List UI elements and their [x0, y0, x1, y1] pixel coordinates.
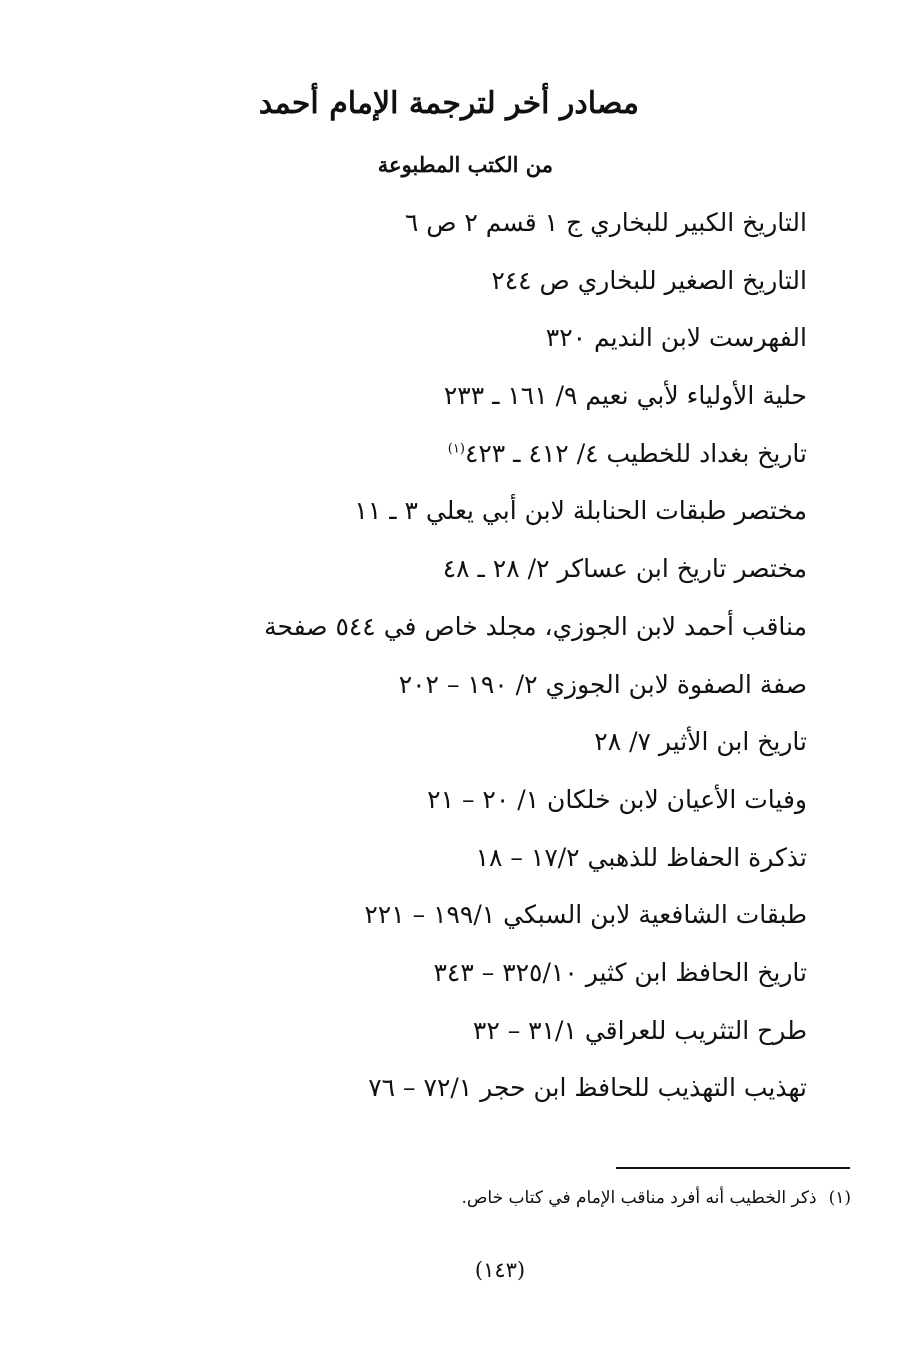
section-subheading: من الكتب المطبوعة [377, 152, 553, 177]
source-entry [107, 431, 807, 489]
source-entry [107, 777, 807, 835]
page-number: (١٤٣) [474, 1258, 526, 1282]
source-entry [107, 488, 807, 546]
source-entry-text: صفة الصفوة لابن الجوزي ٢/ ١٩٠ – ٢٠٢ [398, 669, 807, 699]
source-entry [107, 258, 807, 316]
source-entry-text: حلية الأولياء لأبي نعيم ٩/ ١٦١ ـ ٢٣٣ [443, 381, 807, 411]
page-heading: مصادر أخر لترجمة الإمام أحمد [258, 86, 639, 121]
source-entry [107, 373, 807, 431]
source-entry [107, 200, 807, 258]
source-entry-text: تاريخ بغداد للخطيب ٤/ ٤١٢ ـ ٤٢٣ [464, 438, 807, 468]
source-entry [107, 315, 807, 373]
source-entry [107, 719, 807, 777]
footnote-text: ذكر الخطيب أنه أفرد مناقب الإمام في كتاب خاص. [461, 1188, 817, 1208]
footnote-reference: (١) [447, 441, 465, 457]
source-entry [107, 1008, 807, 1066]
source-entry-text: الفهرست لابن النديم ٣٢٠ [545, 323, 807, 353]
source-entry-text: مختصر طبقات الحنابلة لابن أبي يعلي ٣ ـ ١١ [354, 496, 807, 526]
source-entry-text: مناقب أحمد لابن الجوزي، مجلد خاص في ٥٤٤ صفحة [264, 611, 807, 641]
source-entry [107, 1065, 807, 1123]
source-entry-text: طرح التثريب للعراقي ٣١/١ – ٣٢ [472, 1015, 807, 1045]
source-entry [107, 835, 807, 893]
footnote [461, 1188, 851, 1208]
source-entry-text: وفيات الأعيان لابن خلكان ١/ ٢٠ – ٢١ [427, 784, 807, 814]
source-entry-text: تاريخ الحافظ ابن كثير ٣٢٥/١٠ – ٣٤٣ [433, 957, 807, 987]
source-entry-text: تهذيب التهذيب للحافظ ابن حجر ٧٢/١ – ٧٦ [368, 1073, 807, 1103]
source-list [107, 200, 807, 1123]
source-entry [107, 604, 807, 662]
footnote-divider [616, 1167, 850, 1169]
footnote-marker: (١) [828, 1188, 851, 1208]
source-entry-text: طبقات الشافعية لابن السبكي ١٩٩/١ – ٢٢١ [364, 900, 807, 930]
source-entry [107, 546, 807, 604]
source-entry [107, 950, 807, 1008]
source-entry [107, 892, 807, 950]
source-entry-text: تذكرة الحفاظ للذهبي ١٧/٢ – ١٨ [475, 842, 807, 872]
source-entry-text: التاريخ الكبير للبخاري ج ١ قسم ٢ ص ٦ [404, 208, 807, 237]
source-entry-text: مختصر تاريخ ابن عساكر ٢/ ٢٨ ـ ٤٨ [442, 554, 807, 584]
source-entry [107, 662, 807, 720]
source-entry-text: تاريخ ابن الأثير ٧/ ٢٨ [594, 727, 807, 757]
source-entry-text: التاريخ الصغير للبخاري ص ٢٤٤ [491, 265, 807, 295]
